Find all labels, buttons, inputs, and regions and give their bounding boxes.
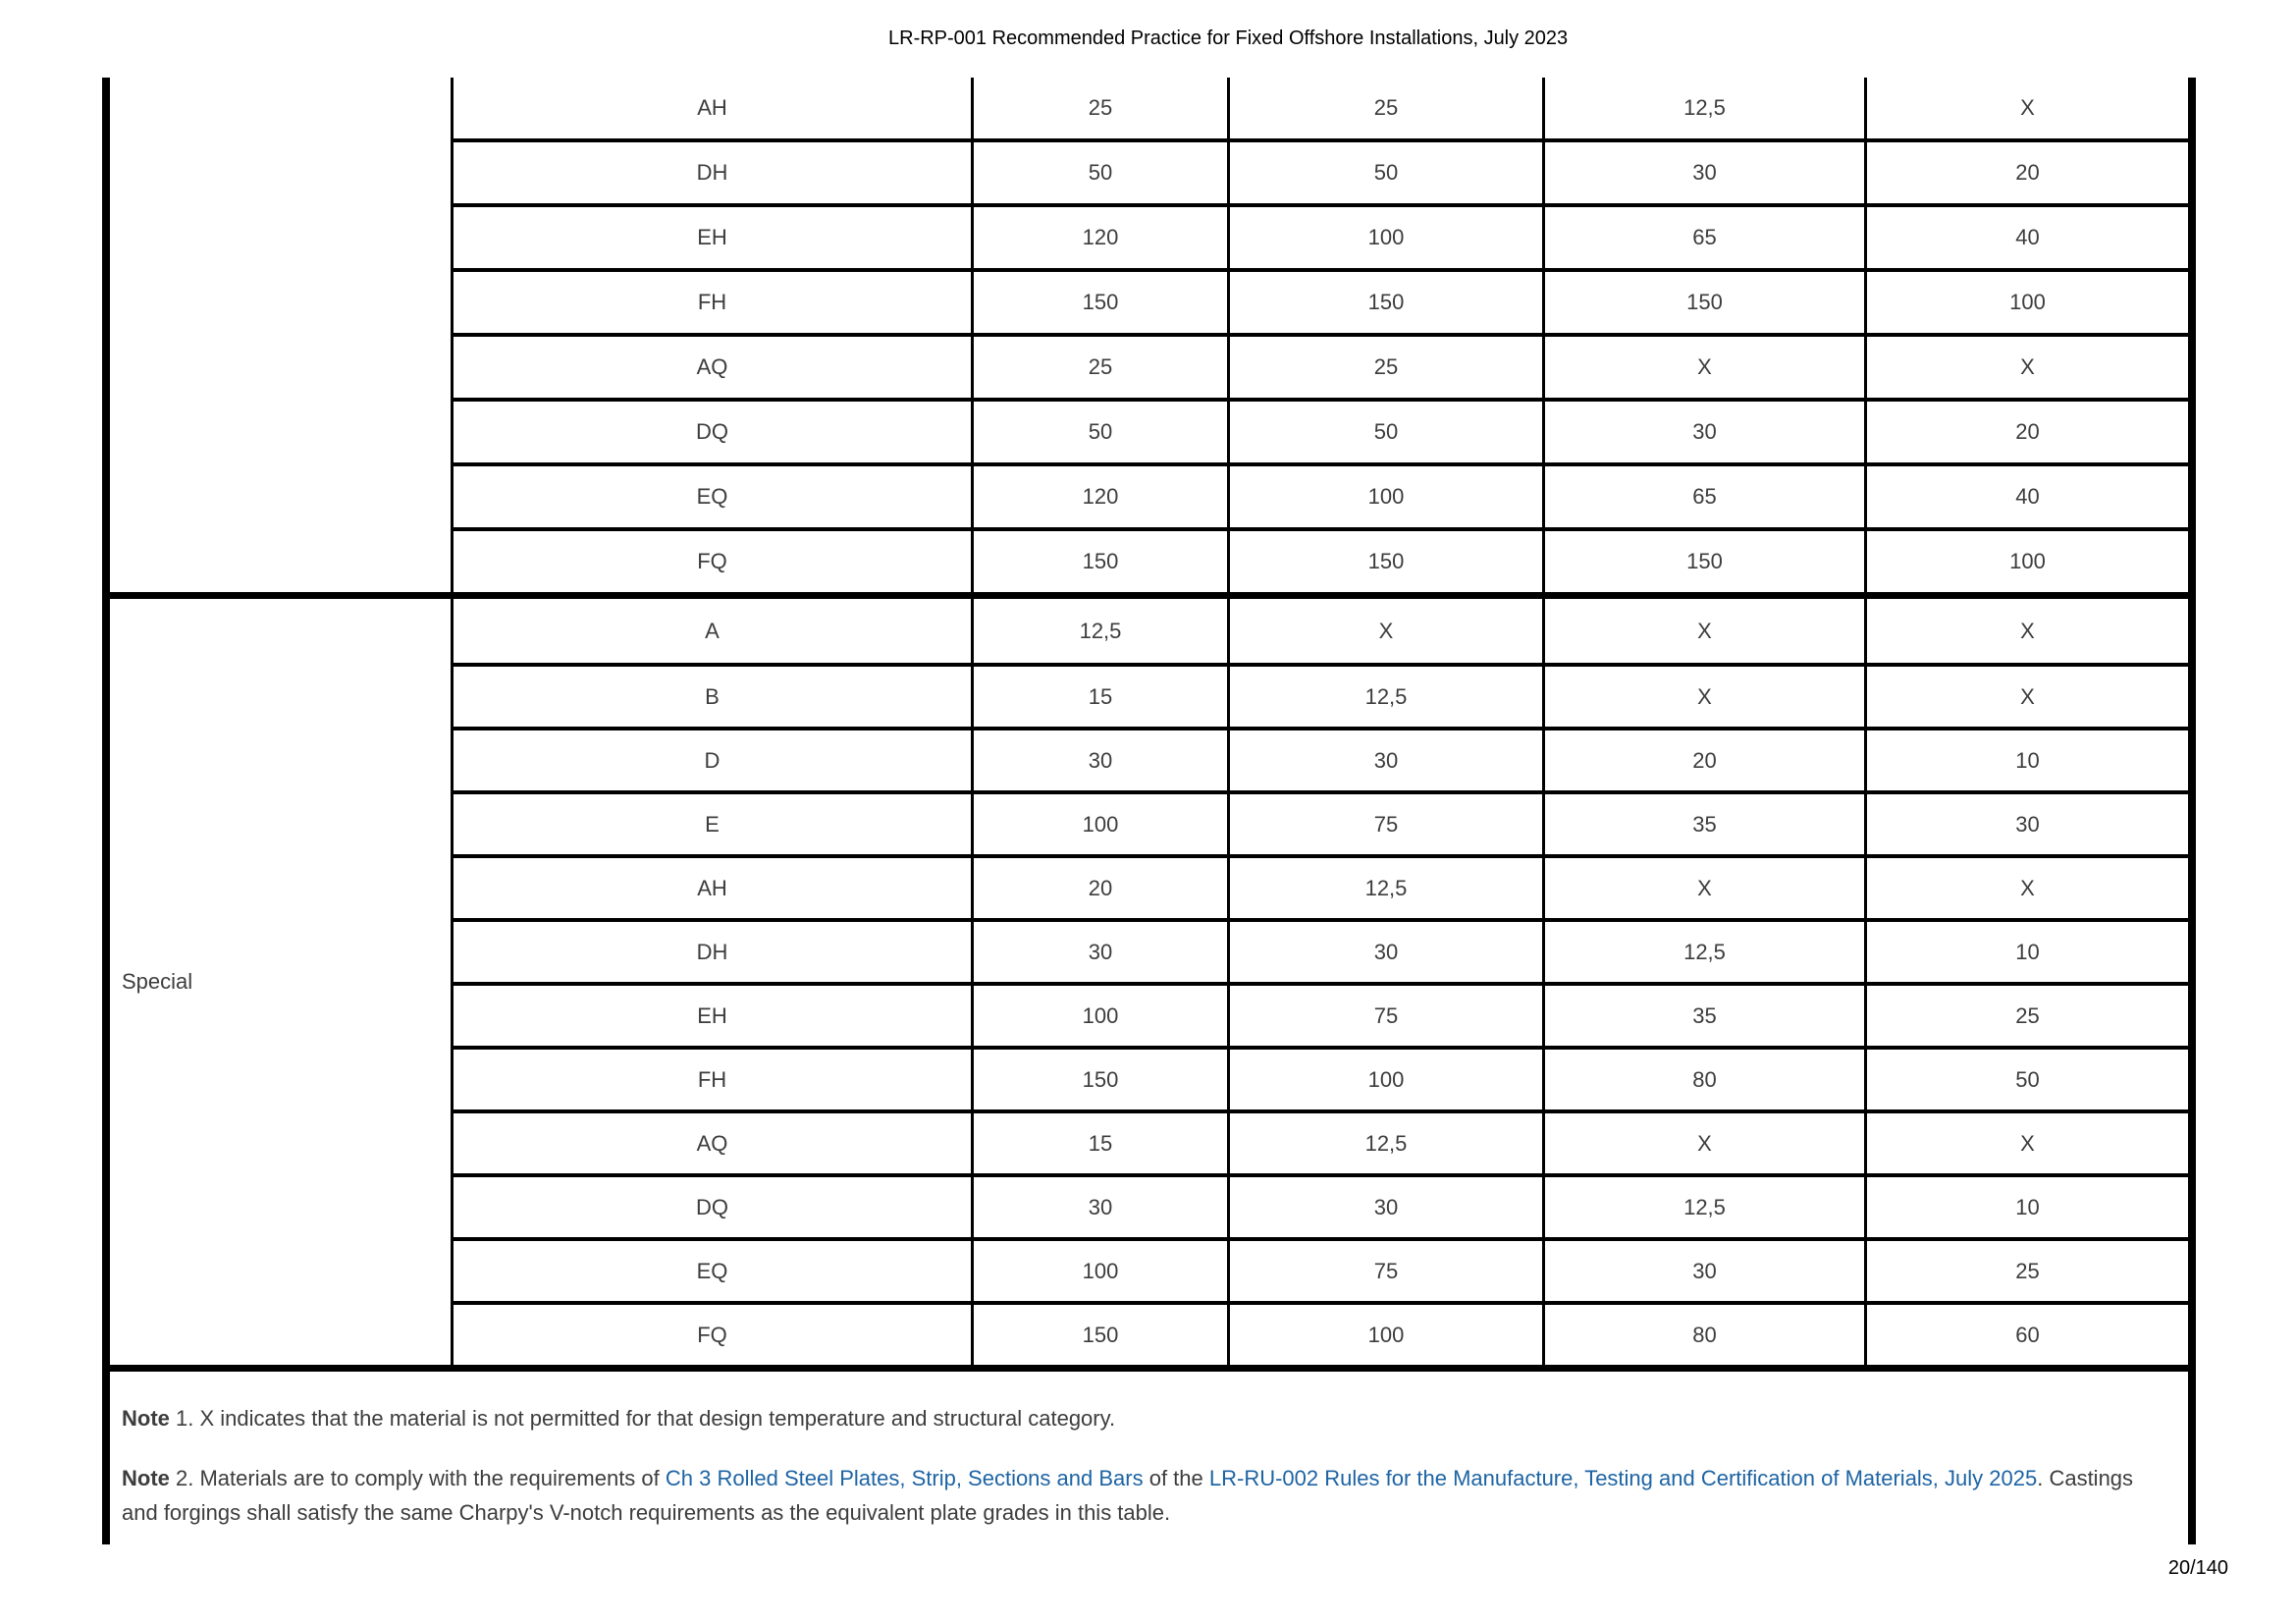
grade-cell: E [705,811,720,837]
value-cell: 80 [1542,1305,1864,1365]
table-row [454,918,2188,982]
value-cell: 15 [971,667,1227,727]
value-cell: 30 [1542,1241,1864,1301]
value-cell: 12,5 [1227,667,1542,727]
value-cell: X [1864,1113,2188,1173]
value-cell: X [1542,858,1864,918]
table-row [454,333,2188,398]
value-cell: 25 [971,78,1227,138]
value-cell: 100 [1227,1050,1542,1109]
value-cell: 100 [971,794,1227,854]
table-row [454,203,2188,268]
value-cell: X [1864,78,2188,138]
value-cell: 10 [1864,730,2188,790]
category-label-cell: Special [110,599,454,1365]
value-cell: 30 [971,922,1227,982]
materials-table [110,78,2188,1372]
value-cell: 12,5 [1227,1113,1542,1173]
value-cell: 30 [1227,922,1542,982]
value-cell: 100 [1864,531,2188,592]
grade-cell: EQ [696,484,728,509]
value-cell: X [1864,858,2188,918]
value-cell: 150 [971,531,1227,592]
value-cell: 50 [1227,142,1542,203]
table-row [454,982,2188,1046]
value-cell: 30 [1864,794,2188,854]
table-band-continued [110,78,2188,592]
value-cell: 35 [1542,986,1864,1046]
value-cell: 75 [1227,794,1542,854]
grade-cell: DQ [696,1194,728,1219]
value-cell: 65 [1542,207,1864,268]
value-cell: 30 [971,730,1227,790]
value-cell: 25 [1864,1241,2188,1301]
value-cell: 75 [1227,986,1542,1046]
value-cell: 100 [1227,466,1542,527]
grade-cell: B [705,683,720,709]
value-cell: 150 [971,1305,1227,1365]
table-row [454,1109,2188,1173]
table-row [454,138,2188,203]
value-cell: 150 [1542,531,1864,592]
value-cell: X [1542,599,1864,663]
value-cell: 100 [1227,1305,1542,1365]
value-cell: 150 [971,272,1227,333]
grade-cell: FH [697,290,727,314]
grade-cell: EH [697,225,727,249]
value-cell: 40 [1864,207,2188,268]
table-row [454,1046,2188,1109]
value-cell: 25 [1864,986,2188,1046]
category-label-cell [110,78,454,592]
value-cell: 75 [1227,1241,1542,1301]
value-cell: 20 [971,858,1227,918]
grade-cell: DQ [696,419,728,444]
note-link-ch3[interactable]: Ch 3 Rolled Steel Plates, Strip, Sections and Bars [665,1466,1144,1490]
value-cell: 50 [1227,402,1542,462]
value-cell: 25 [1227,337,1542,398]
note-1 [122,1401,2166,1435]
notes-section [110,1372,2188,1530]
table-rows-group [454,78,2188,592]
value-cell: 100 [1227,207,1542,268]
value-cell: 30 [1227,730,1542,790]
grade-cell: DH [696,160,728,185]
value-cell: 15 [971,1113,1227,1173]
value-cell: 80 [1542,1050,1864,1109]
grade-cell: EH [697,1002,727,1028]
grade-cell: DH [696,939,728,964]
table-row [454,727,2188,790]
value-cell: 12,5 [1542,922,1864,982]
grade-cell: AH [697,875,727,900]
table-row [454,462,2188,527]
value-cell: 20 [1864,142,2188,203]
note-2-label: Note [122,1466,170,1490]
value-cell: 30 [1227,1177,1542,1237]
grade-cell: AQ [696,354,728,379]
value-cell: X [1542,667,1864,727]
value-cell: X [1864,667,2188,727]
value-cell: 20 [1864,402,2188,462]
table-row [454,854,2188,918]
value-cell: 120 [971,207,1227,268]
value-cell: 50 [971,402,1227,462]
note-link-lr-ru-002[interactable]: LR-RU-002 Rules for the Manufacture, Testing and Certification of Materials, July 2025 [1208,1466,2038,1490]
note-2-text-suffix: . Castings and forgings shall satisfy the same Charpy's V-notch requirements as the equivalent plate grades in this table. [122,1466,2134,1525]
table-row [454,1237,2188,1301]
table-row [454,599,2188,663]
grade-cell: AH [697,95,727,120]
note-2 [122,1461,2166,1530]
value-cell: X [1864,599,2188,663]
grade-cell: FQ [697,549,727,573]
value-cell: 100 [971,986,1227,1046]
table-row [454,663,2188,727]
table-rows-group [454,599,2188,1365]
note-2-text-prefix: 2. Materials are to comply with the requirements of [169,1466,666,1490]
table-frame [102,78,2196,1544]
grade-cell: FQ [697,1322,727,1347]
value-cell: 30 [1542,402,1864,462]
grade-cell: A [705,618,720,643]
value-cell: 150 [971,1050,1227,1109]
value-cell: 150 [1542,272,1864,333]
header-title: LR-RP-001 Recommended Practice for Fixed Offshore Installations, July 2023 [888,27,1569,49]
page-number: 20/140 [2167,1557,2228,1579]
value-cell: 25 [1227,78,1542,138]
value-cell: 150 [1227,531,1542,592]
value-cell: X [1864,337,2188,398]
value-cell: 30 [1542,142,1864,203]
value-cell: 25 [971,337,1227,398]
note-1-label: Note [122,1406,170,1431]
table-row [454,78,2188,138]
value-cell: 60 [1864,1305,2188,1365]
value-cell: 12,5 [1542,1177,1864,1237]
value-cell: 100 [971,1241,1227,1301]
table-row [454,527,2188,592]
grade-cell: EQ [696,1258,728,1283]
value-cell: 12,5 [1542,78,1864,138]
table-row [454,1301,2188,1365]
value-cell: 150 [1227,272,1542,333]
value-cell: 65 [1542,466,1864,527]
note-1-text: 1. X indicates that the material is not permitted for that design temperature and structural category. [169,1406,1116,1431]
value-cell: 10 [1864,1177,2188,1237]
value-cell: 35 [1542,794,1864,854]
table-row [454,268,2188,333]
value-cell: 100 [1864,272,2188,333]
value-cell: 50 [1864,1050,2188,1109]
table-row [454,1173,2188,1237]
value-cell: 40 [1864,466,2188,527]
value-cell: X [1542,337,1864,398]
grade-cell: FH [697,1066,727,1092]
value-cell: 12,5 [971,599,1227,663]
value-cell: X [1542,1113,1864,1173]
value-cell: 20 [1542,730,1864,790]
table-row [454,398,2188,462]
grade-cell: D [704,747,721,773]
value-cell: 12,5 [1227,858,1542,918]
value-cell: X [1227,599,1542,663]
note-2-text-middle: of the [1143,1466,1209,1490]
value-cell: 30 [971,1177,1227,1237]
table-row [454,790,2188,854]
value-cell: 120 [971,466,1227,527]
value-cell: 50 [971,142,1227,203]
value-cell: 10 [1864,922,2188,982]
grade-cell: AQ [696,1130,728,1156]
table-band-special [110,592,2188,1365]
